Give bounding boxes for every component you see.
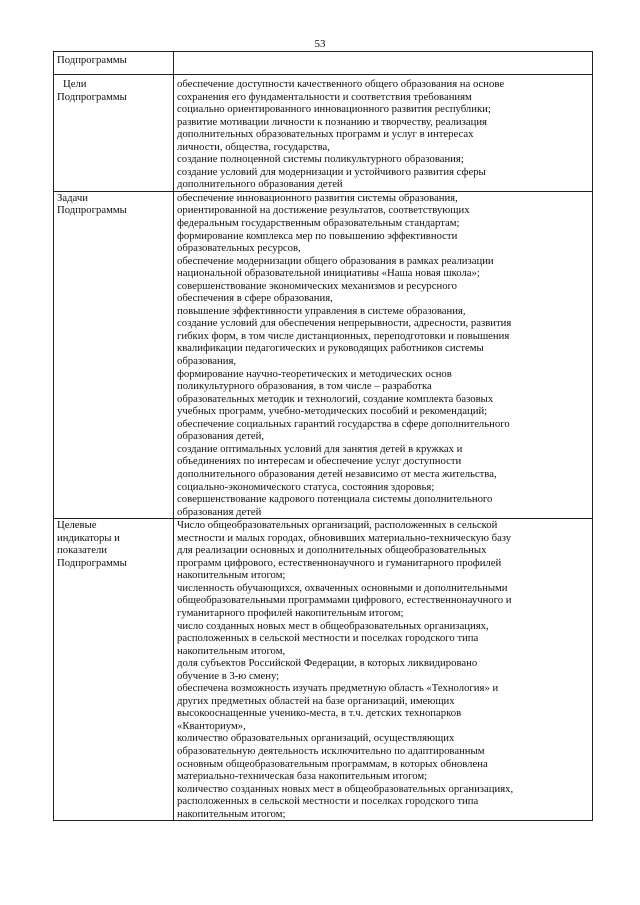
text-line: дополнительного образования детей независимо от места жительства, — [177, 467, 497, 480]
text-line: дополнительного образования детей — [177, 178, 343, 191]
text-line: создание условий для модернизации и устойчивого развития сферы — [177, 165, 486, 178]
text-line: формирование научно-теоретических и методических основ — [177, 367, 452, 380]
text-line: Цели — [63, 78, 87, 90]
text-line: численность обучающихся, охваченных основными и дополнительными — [177, 581, 508, 594]
text-line: накопительным итогом; — [177, 569, 286, 582]
text-line: личности, общества, государства, — [177, 140, 330, 153]
text-line: основным общеобразовательным программам, в которых обновлена — [177, 757, 488, 770]
text-line: учебных программ, учебно-методических пособий и рекомендаций; — [177, 405, 488, 418]
text-line: других предметных областей на базе организаций, имеющих — [177, 694, 455, 707]
text-line: совершенствование кадрового потенциала системы дополнительного — [177, 493, 493, 506]
text-line: обеспечение модернизации общего образования в рамках реализации — [177, 254, 494, 267]
table-row-indicators — [54, 519, 593, 821]
text-line: образовательных ресурсов, — [177, 242, 301, 255]
text-line: количество образовательных организаций, осуществляющих — [177, 732, 455, 745]
text-line: развитие мотивации личности к познанию и творчеству, реализация — [177, 115, 487, 128]
table-row-goals — [54, 75, 593, 192]
text-line: гибких форм, в том числе дистанционных, переподготовки и повышения — [177, 329, 510, 342]
text-line: число созданных новых мест в общеобразовательных организациях, — [177, 619, 489, 632]
text-line: гуманитарного профилей накопительным итогом; — [177, 606, 404, 619]
text-line: совершенствование экономических механизмов и ресурсного — [177, 279, 458, 292]
row-content-cell — [174, 75, 593, 192]
text-line: образования, — [177, 355, 237, 368]
text-line: материально-техническая база накопительным итогом; — [177, 770, 428, 783]
row-content-cell — [174, 519, 593, 821]
text-line: социально-экономического статуса, состояния здоровья; — [177, 480, 435, 493]
text-line: квалификации педагогических и руководящих работников системы — [177, 342, 484, 355]
text-line: показатели — [57, 544, 107, 557]
text-line: высокооснащенные ученико-места, в т.ч. детских технопарков — [177, 707, 462, 720]
text-line: для реализации основных и дополнительных общеобразовательных — [177, 544, 487, 557]
page-number: 53 — [314, 38, 326, 50]
text-line: количество созданных новых мест в общеобразовательных организациях, — [177, 782, 514, 795]
row-label-cell — [54, 75, 174, 192]
text-line: Задачи — [57, 191, 88, 204]
row-label-cell — [54, 191, 174, 518]
text-line: общеобразовательными программами цифрового, естественнонаучного и — [177, 594, 512, 607]
text-line: федеральным государственным образовательным стандартам; — [177, 217, 460, 230]
text-line: образовательную деятельность исключительно по адаптированным — [177, 744, 485, 757]
text-line: национальной образовательной инициативы «Наша новая школа»; — [177, 267, 480, 280]
text-line: обеспечение инновационного развития системы образования, — [177, 191, 458, 204]
text-line: Подпрограммы — [57, 556, 127, 569]
text-line: Подпрограммы — [57, 204, 127, 217]
text-line: накопительным итогом; — [177, 807, 286, 820]
text-line: создание условий для обеспечения непрерывности, адресности, развития — [177, 317, 512, 330]
text-line: программ цифрового, естественнонаучного и гуманитарного профилей — [177, 556, 502, 569]
text-line: расположенных в сельской местности и поселках городского типа — [177, 795, 479, 808]
row-content-cell — [174, 191, 593, 518]
text-line: расположенных в сельской местности и поселках городского типа — [177, 632, 479, 645]
text-line: создание оптимальных условий для занятия детей в кружках и — [177, 442, 463, 455]
program-passport-table — [53, 51, 593, 821]
text-line: обеспечение социальных гарантий государства в сфере дополнительного — [177, 417, 510, 430]
row-label-cell — [54, 519, 174, 821]
text-line: местности и малых городах, обновивших материально-техническую базу — [177, 531, 512, 544]
text-line: сохранения его фундаментальности и соответствия требованиям — [177, 90, 472, 103]
text-line: формирование комплекса мер по повышению эффективности — [177, 229, 458, 242]
text-line: доля субъектов Российской Федерации, в которых ликвидировано — [177, 657, 478, 670]
header-label-cell — [54, 52, 174, 75]
text-line: «Кванториум», — [177, 719, 246, 732]
text-line: обеспечена возможность изучать предметную область «Технология» и — [177, 682, 499, 695]
header-label: Подпрограммы — [57, 54, 127, 66]
table-row-tasks — [54, 191, 593, 518]
text-line: дополнительных образовательных программ и услуг в интересах — [177, 128, 474, 141]
text-line: обеспечения в сфере образования, — [177, 292, 333, 305]
text-line: образования детей — [177, 505, 262, 518]
text-line: индикаторы и — [57, 531, 120, 544]
text-line: поликультурного образования, в том числе – разработка — [177, 380, 432, 393]
text-line: Целевые — [57, 519, 97, 532]
table-header-row — [54, 52, 593, 75]
text-line: ориентированной на достижение результатов, соответствующих — [177, 204, 470, 217]
text-line: объединениях по интересам и обеспечение услуг доступности — [177, 455, 462, 468]
text-line: обучение в 3-ю смену; — [177, 669, 280, 682]
text-line: накопительным итогом, — [177, 644, 286, 657]
text-line: Подпрограммы — [57, 90, 127, 103]
text-line: образовательных методик и технологий, создание комплекта базовых — [177, 392, 494, 405]
header-content-cell — [174, 52, 593, 75]
text-line: создание полноценной системы поликультурного образования; — [177, 153, 464, 166]
text-line: повышение эффективности управления в системе образования, — [177, 304, 466, 317]
text-line: социально ориентированного инновационного развития республики; — [177, 103, 491, 116]
text-line: образования детей, — [177, 430, 265, 443]
text-line: Число общеобразовательных организаций, расположенных в сельской — [177, 519, 498, 532]
text-line: обеспечение доступности качественного общего образования на основе — [177, 78, 505, 90]
